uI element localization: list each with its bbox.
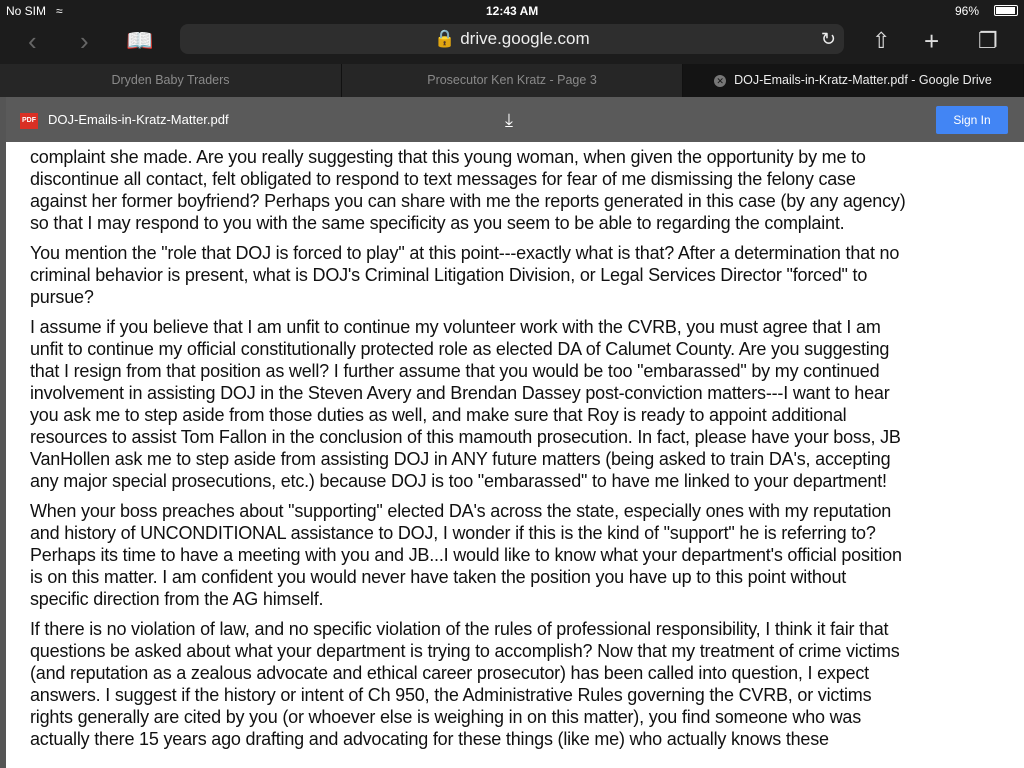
document-line: If there is no violation of law, and no specific violation of the rules of professional responsibility, I think it fair that [30, 619, 889, 639]
tab-doj-pdf[interactable] [683, 64, 1024, 97]
tab-bar [0, 64, 1024, 97]
pdf-filename: DOJ-Emails-in-Kratz-Matter.pdf [48, 112, 229, 127]
close-tab-icon[interactable]: ✕ [714, 75, 726, 87]
document-line: pursue? [30, 287, 94, 307]
tabs-icon[interactable]: ❐ [978, 28, 998, 53]
lock-icon: 🔒 [434, 29, 456, 48]
document-line: you ask me to step aside from those duties as well, and make sure that Roy is ready to appoint additional [30, 405, 847, 425]
battery-icon [994, 5, 1018, 16]
document-line: involvement in assisting DOJ in the Steven Avery and Brendan Dassey post-conviction matters---I want to hear [30, 383, 890, 403]
status-bar [0, 0, 1024, 22]
document-line: VanHollen ask me to step aside from assisting DOJ in ANY future matters (being asked to train DA's, accepting [30, 449, 891, 469]
new-tab-icon[interactable]: + [924, 26, 940, 56]
document-line: resources to assist Tom Fallon in the conclusion of this mamouth prosecution. In fact, please have your boss, JB [30, 427, 901, 447]
bookmarks-icon[interactable]: 📖 [126, 28, 154, 53]
clock: 12:43 AM [486, 4, 539, 18]
document-line: unfit to continue my official constitutionally protected role as elected DA of Calumet County. Are you suggesting [30, 339, 890, 359]
document-line: questions be asked about what your department is trying to accomplish? Now that my treatment of crime victims [30, 641, 900, 661]
share-icon[interactable]: ⇧ [872, 28, 891, 53]
document-line: When your boss preaches about "supporting" elected DA's across the state, especially ones with my reputation [30, 501, 892, 521]
document-line: I assume if you believe that I am unfit to continue my volunteer work with the CVRB, you must agree that I am [30, 317, 881, 337]
document-line: complaint she made. Are you really suggesting that this young woman, when given the opportunity by me to [30, 147, 866, 167]
tab-dryden[interactable] [0, 64, 342, 97]
document-line: and history of UNCONDITIONAL assistance to DOJ, I wonder if this is the kind of "support" he is referring to? [30, 523, 876, 543]
document-line: criminal behavior is present, what is DOJ's Criminal Litigation Division, or Legal Services Director "forced" to [30, 265, 868, 285]
document-line: discontinue all contact, felt obligated to respond to text messages for fear of me dismissing the felony case [30, 169, 856, 189]
tab-label: DOJ-Emails-in-Kratz-Matter.pdf - Google Drive [734, 73, 992, 87]
sign-in-button[interactable]: Sign In [936, 106, 1008, 134]
document-line: actually there 15 years ago drafting and advocating for these things (like me) who actually knows these [30, 729, 829, 749]
document-line: so that I may respond to you with the same specificity as you seem to be able to regarding the complaint. [30, 213, 845, 233]
tab-kratz-page3[interactable] [342, 64, 683, 97]
back-icon[interactable]: ‹ [28, 26, 37, 56]
reload-icon[interactable]: ↻ [820, 29, 836, 49]
document-line: (and reputation as a zealous advocate and ethical career prosecutor) has been called into question, I expect [30, 663, 869, 683]
document-line: rights generally are cited by you (or whoever else is weighing in on this matter), you find someone who was [30, 707, 862, 727]
document-line: that I resign from that position as well? I further assume that you would be too "embarassed" by my continued [30, 361, 880, 381]
document-line: any major special prosecutions, etc.) because DOJ is too "embarassed" to have me linked to your department! [30, 471, 887, 491]
tab-label: Prosecutor Ken Kratz - Page 3 [427, 73, 597, 87]
document-line: Perhaps its time to have a meeting with you and JB...I would like to know what your department's official position [30, 545, 902, 565]
pdf-icon: PDF [20, 113, 38, 129]
document-line: You mention the "role that DOJ is forced to play" at this point---exactly what is that? After a determination that no [30, 243, 900, 263]
download-icon[interactable]: ⤓ [505, 110, 513, 130]
url-text: drive.google.com [460, 29, 590, 48]
wifi-icon: ≈ [56, 4, 63, 18]
tab-label: Dryden Baby Traders [111, 73, 230, 87]
battery-percent: 96% [955, 4, 980, 18]
browser-toolbar [0, 22, 1024, 64]
pdf-document [0, 146, 1024, 760]
document-line: answers. I suggest if the history or intent of Ch 950, the Administrative Rules governing the CVRB, or victims [30, 685, 872, 705]
forward-icon[interactable]: › [80, 26, 89, 56]
address-bar[interactable] [180, 24, 844, 54]
document-line: against her former boyfriend? Perhaps you can share with me the reports generated in this case (by any agency) [30, 191, 906, 211]
carrier: No SIM [6, 4, 47, 18]
document-line: specific direction from the AG himself. [30, 589, 324, 609]
document-line: is on this matter. I am confident you would never have taken the position you have up to this point without [30, 567, 847, 587]
